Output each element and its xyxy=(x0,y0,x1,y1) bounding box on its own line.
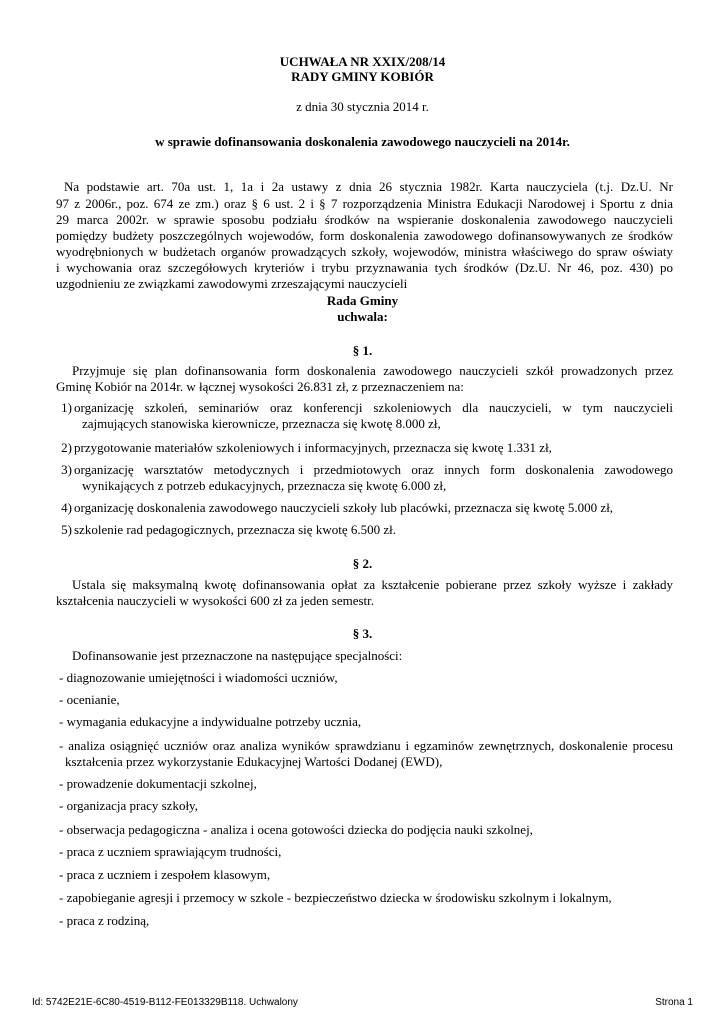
resolves-label: uchwala: xyxy=(337,309,388,324)
specialty-item: - ocenianie, xyxy=(59,692,120,707)
list-item xyxy=(0,400,725,432)
specialty-item: - zapobieganie agresji i przemocy w szkole - bezpieczeństwo dziecka w środowisku szkolnym i lokalnym, xyxy=(59,890,612,905)
council-name: RADY GMINY KOBIÓR xyxy=(291,69,434,84)
preamble-line: Na podstawie art. 70a ust. 1, 1a i 2a ustawy z dnia 26 stycznia 1982r. Karta nauczyciela (t.j. Dz.U. Nr xyxy=(64,179,673,194)
list-number: 1) xyxy=(61,400,72,415)
list-text: zajmujących stanowiska kierownicze, przeznacza się kwotę 8.000 zł, xyxy=(82,416,441,431)
page-number: Strona 1 xyxy=(655,997,693,1008)
list-text: organizację warsztatów metodycznych i przedmiotowych oraz innych form doskonalenia zawodowego xyxy=(74,462,673,477)
resolution-date: z dnia 30 stycznia 2014 r. xyxy=(296,99,429,114)
section3-intro: Dofinansowanie jest przeznaczone na następujące specjalności: xyxy=(72,648,403,663)
specialty-item: - analiza osiągnięć uczniów oraz analiza wyników sprawdzianu i egzaminów zewnętrznych, doskonalenie procesu xyxy=(59,738,673,753)
section-heading: § 3. xyxy=(352,626,373,641)
preamble-line: pomiędzy budżety poszczególnych wojewodów, form doskonalenia zawodowego dofinansowywanych ze środków xyxy=(56,228,673,243)
list-number: 4) xyxy=(61,500,72,515)
list-item xyxy=(0,522,725,538)
resolution-title: UCHWAŁA NR XXIX/208/14 xyxy=(279,54,446,69)
section2-text: kształcenia nauczycieli w wysokości 600 zł za jeden semestr. xyxy=(56,593,375,608)
preamble-line: 97 z 2006r., poz. 674 ze zm.) oraz § 6 ust. 2 i § 7 rozporządzenia Ministra Edukacji Narodowej i Sportu z dnia xyxy=(56,196,673,211)
section1-intro: Przyjmuje się plan dofinansowania form doskonalenia zawodowego nauczycieli szkół prowadzonych przez xyxy=(72,363,673,378)
section1-intro: Gminę Kobiór na 2014r. w łącznej wysokości 26.831 zł, z przeznaczeniem na: xyxy=(56,379,464,394)
specialty-item: - wymagania edukacyjne a indywidualne potrzeby ucznia, xyxy=(59,714,362,729)
preamble-line: i wychowania oraz szczegółowych kryteriów i trybu przyznawania tych środków (Dz.U. Nr 46, poz. 430) po xyxy=(56,260,673,275)
preamble-line: wyodrębnionych w budżetach organów prowadzących szkoły, wojewodów, ministra właściwego do spraw oświaty xyxy=(56,244,673,259)
specialty-item: - praca z uczniem sprawiającym trudności, xyxy=(59,844,282,859)
specialty-item: - praca z uczniem i zespołem klasowym, xyxy=(59,867,271,882)
specialty-item: - prowadzenie dokumentacji szkolnej, xyxy=(59,776,257,791)
list-number: 2) xyxy=(61,440,72,455)
council-label: Rada Gminy xyxy=(326,293,399,308)
specialty-item: - praca z rodziną, xyxy=(59,913,150,928)
section-heading: § 1. xyxy=(352,343,373,358)
specialty-item: - diagnozowanie umiejętności i wiadomości uczniów, xyxy=(59,670,338,685)
resolution-subject: w sprawie dofinansowania doskonalenia zawodowego nauczycieli na 2014r. xyxy=(155,134,570,149)
specialty-item-continuation: kształcenia przez wykorzystanie Edukacyjnej Wartości Dodanej (EWD), xyxy=(65,754,443,769)
preamble-line: 29 marca 2002r. w sprawie sposobu podziału środków na wspieranie doskonalenia zawodowego nauczycieli xyxy=(56,212,673,227)
list-text: organizację szkoleń, seminariów oraz konferencji szkoleniowych dla nauczycieli, w tym nauczycieli xyxy=(74,400,673,415)
list-text: wynikających z potrzeb edukacyjnych, przeznacza się kwotę 6.000 zł, xyxy=(82,478,447,493)
preamble-line: uzgodnieniu ze związkami zawodowymi zrzeszającymi nauczycieli xyxy=(56,276,408,291)
section2-text: Ustala się maksymalną kwotę dofinansowania opłat za kształcenie pobierane przez szkoły wyższe i zakłady xyxy=(72,577,673,592)
list-text: organizację doskonalenia zawodowego nauczycieli szkoły lub placówki, przeznacza się kwotę 5.000 zł, xyxy=(74,500,614,515)
list-item xyxy=(0,462,725,494)
specialty-item: - obserwacja pedagogiczna - analiza i ocena gotowości dziecka do podjęcia nauki szkolnej, xyxy=(59,822,533,837)
list-item xyxy=(0,440,725,456)
section-heading: § 2. xyxy=(352,556,373,571)
list-text: przygotowanie materiałów szkoleniowych i informacyjnych, przeznacza się kwotę 1.331 zł, xyxy=(74,440,552,455)
specialty-item: - organizacja pracy szkoły, xyxy=(59,798,198,813)
list-item xyxy=(0,500,725,516)
document-id: Id: 5742E21E-6C80-4519-B112-FE013329B118. Uchwalony xyxy=(32,997,298,1008)
list-number: 3) xyxy=(61,462,72,477)
list-number: 5) xyxy=(61,522,72,537)
list-text: szkolenie rad pedagogicznych, przeznacza się kwotę 6.500 zł. xyxy=(74,522,396,537)
